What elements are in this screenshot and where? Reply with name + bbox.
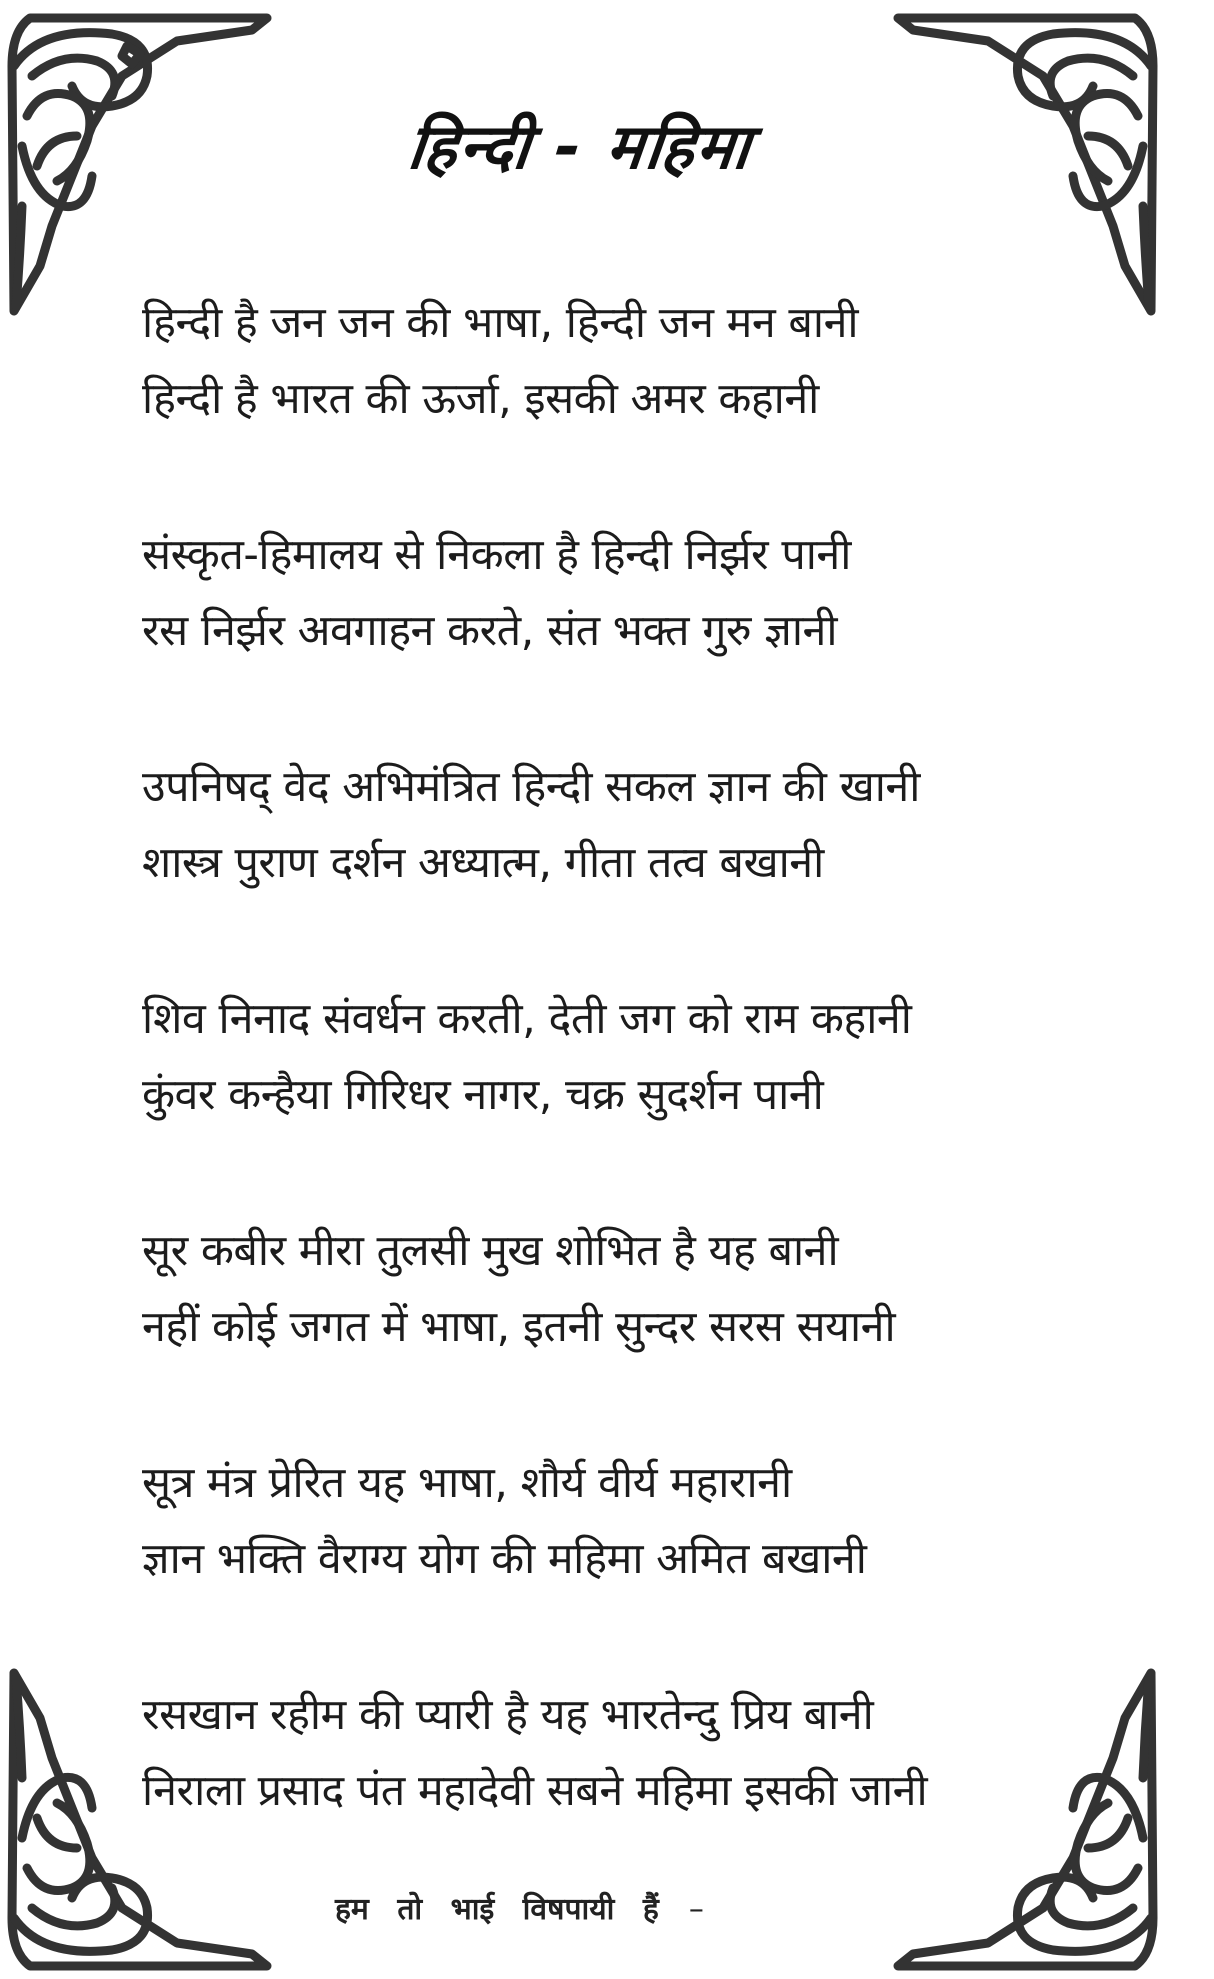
poem-line: रसखान रहीम की प्यारी है यह भारतेन्दु प्रिय बानी — [142, 1690, 874, 1740]
poem-line: उपनिषद् वेद अभिमंत्रित हिन्दी सकल ज्ञान की खानी — [142, 762, 920, 812]
poem-body — [142, 285, 1042, 1909]
poem-line: सूर कबीर मीरा तुलसी मुख शोभित है यह बानी — [142, 1226, 839, 1276]
poem-line: नहीं कोई जगत में भाषा, इतनी सुन्दर सरस सयानी — [142, 1302, 896, 1352]
poem-line: ज्ञान भक्ति वैराग्य योग की महिमा अमित बखानी — [142, 1534, 867, 1584]
poem-line: रस निर्झर अवगाहन करते, संत भक्त गुरु ज्ञानी — [142, 606, 838, 656]
poem-line: शिव निनाद संवर्धन करती, देती जग को राम कहानी — [142, 994, 912, 1044]
stanza-7 — [142, 1677, 1042, 1829]
stanza-5 — [142, 1213, 1042, 1365]
poem-line: सूत्र मंत्र प्रेरित यह भाषा, शौर्य वीर्य महारानी — [142, 1458, 792, 1508]
poem-line: शास्त्र पुराण दर्शन अध्यात्म, गीता तत्व बखानी — [142, 838, 824, 888]
stanza-1 — [142, 285, 1042, 437]
stanza-2 — [142, 517, 1042, 669]
stanza-3 — [142, 749, 1042, 901]
poem-line: हिन्दी है जन जन की भाषा, हिन्दी जन मन बानी — [142, 298, 859, 348]
poem-title: हिन्दी - महिमा — [404, 110, 756, 183]
stanza-6 — [142, 1445, 1042, 1597]
poem-line: कुंवर कन्हैया गिरिधर नागर, चक्र सुदर्शन पानी — [142, 1070, 824, 1120]
footer-dash: – — [688, 1892, 704, 1927]
poem-line: संस्कृत-हिमालय से निकला है हिन्दी निर्झर पानी — [142, 530, 851, 580]
footer-text: हम तो भाई विषपायी हैं — [335, 1892, 659, 1927]
stanza-4 — [142, 981, 1042, 1133]
poem-line: हिन्दी है भारत की ऊर्जा, इसकी अमर कहानी — [142, 374, 819, 424]
poem-footer — [335, 1885, 704, 1935]
poem-line: निराला प्रसाद पंत महादेवी सबने महिमा इसकी जानी — [142, 1766, 928, 1816]
